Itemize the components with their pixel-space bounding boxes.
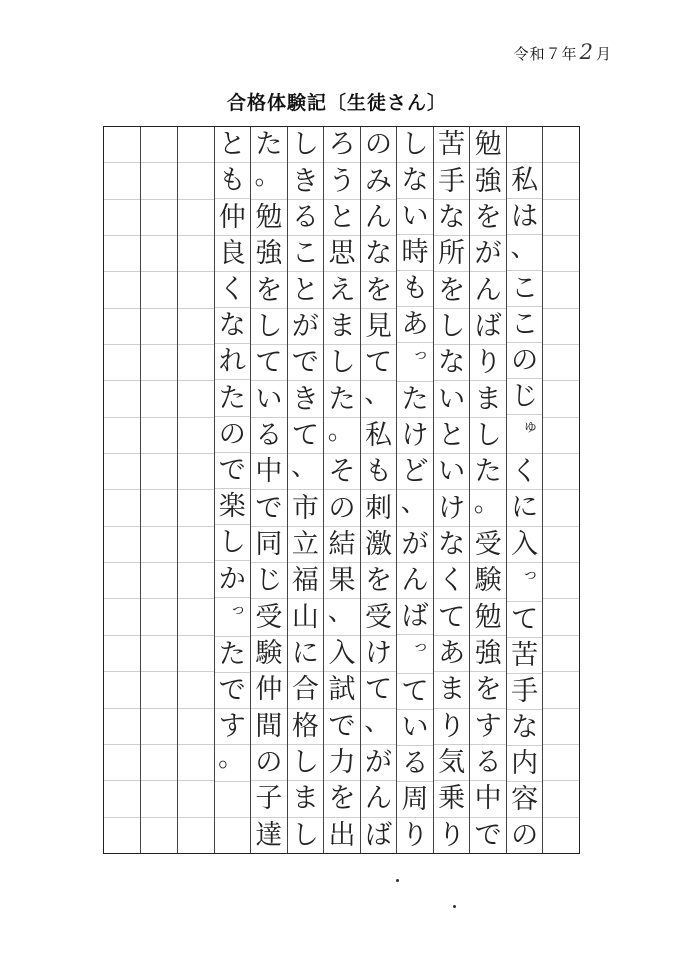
grid-cell bbox=[543, 272, 579, 308]
grid-cell: ん bbox=[361, 200, 397, 236]
grid-cell bbox=[178, 127, 214, 163]
grid-cell: し bbox=[397, 127, 433, 163]
grid-cell: す bbox=[215, 709, 251, 745]
grid-cell: 出 bbox=[328, 819, 356, 851]
grid-cell: る bbox=[470, 745, 506, 781]
grid-cell: 試 bbox=[324, 672, 360, 708]
grid-cell bbox=[104, 200, 140, 236]
grid-column bbox=[214, 127, 251, 853]
grid-cell: ま bbox=[470, 381, 506, 417]
grid-cell bbox=[543, 163, 579, 199]
grid-cell bbox=[543, 200, 579, 236]
grid-cell: 、 bbox=[397, 490, 433, 526]
grid-cell: 結 bbox=[324, 527, 360, 563]
grid-column bbox=[104, 127, 140, 853]
grid-column bbox=[433, 127, 470, 853]
grid-cell: な bbox=[361, 236, 397, 272]
grid-cell: し bbox=[215, 525, 251, 561]
grid-cell bbox=[215, 818, 251, 853]
grid-cell: き bbox=[288, 163, 324, 199]
grid-cell: 仲 bbox=[215, 199, 251, 235]
grid-cell: 中 bbox=[470, 781, 506, 817]
date-prefix: 令和７年 bbox=[513, 45, 578, 63]
grid-cell bbox=[104, 272, 140, 308]
grid-cell bbox=[178, 200, 214, 236]
grid-cell bbox=[104, 709, 140, 745]
grid-cell bbox=[104, 490, 140, 526]
grid-cell bbox=[141, 200, 177, 236]
grid-cell bbox=[543, 309, 579, 345]
grid-cell: の bbox=[251, 745, 287, 781]
date bbox=[514, 40, 612, 64]
grid-cell: ん bbox=[397, 563, 433, 599]
grid-cell bbox=[141, 672, 177, 708]
grid-cell bbox=[141, 709, 177, 745]
grid-cell bbox=[543, 636, 579, 672]
grid-cell: 。 bbox=[324, 418, 360, 454]
grid-cell: ま bbox=[434, 672, 470, 708]
grid-cell bbox=[141, 454, 177, 490]
grid-cell: が bbox=[470, 236, 506, 272]
grid-cell: い bbox=[397, 710, 433, 746]
grid-cell: り bbox=[401, 819, 429, 851]
grid-cell: て bbox=[434, 599, 470, 635]
grid-cell: っ bbox=[215, 598, 251, 637]
grid-cell: に bbox=[288, 636, 324, 672]
grid-cell: た bbox=[324, 381, 360, 417]
grid-cell: 合 bbox=[288, 672, 324, 708]
grid-cell: で bbox=[288, 345, 324, 381]
grid-cell: し bbox=[288, 745, 324, 781]
grid-cell bbox=[104, 818, 140, 853]
grid-cell: ば bbox=[470, 309, 506, 345]
grid-cell: 良 bbox=[215, 236, 251, 272]
grid-cell: も bbox=[361, 454, 397, 490]
grid-cell bbox=[104, 745, 140, 781]
grid-cell bbox=[178, 599, 214, 635]
grid-cell bbox=[141, 381, 177, 417]
grid-cell: を bbox=[470, 672, 506, 708]
grid-cell: 気 bbox=[434, 745, 470, 781]
grid-cell bbox=[141, 236, 177, 272]
grid-cell: こ bbox=[288, 236, 324, 272]
grid-cell: 思 bbox=[324, 236, 360, 272]
grid-cell: で bbox=[474, 819, 502, 851]
grid-cell: 。 bbox=[215, 745, 251, 781]
stray-mark bbox=[396, 879, 399, 882]
grid-cell: 勉 bbox=[470, 127, 506, 163]
grid-cell bbox=[543, 381, 579, 417]
grid-cell: を bbox=[470, 200, 506, 236]
grid-cell: 刺 bbox=[361, 490, 397, 526]
grid-column bbox=[323, 127, 360, 853]
grid-cell: の bbox=[511, 819, 539, 851]
grid-cell: の bbox=[507, 343, 543, 379]
grid-cell: な bbox=[507, 710, 543, 746]
grid-cell: っ bbox=[397, 343, 433, 382]
grid-cell: し bbox=[251, 309, 287, 345]
grid-cell bbox=[543, 418, 579, 454]
page-title: 合格体験記〔生徒さん〕 bbox=[226, 92, 447, 114]
grid-cell: 験 bbox=[470, 563, 506, 599]
grid-column bbox=[542, 127, 579, 853]
grid-cell: 勉 bbox=[470, 599, 506, 635]
grid-cell bbox=[543, 527, 579, 563]
grid-cell bbox=[178, 636, 214, 672]
grid-cell: を bbox=[324, 781, 360, 817]
grid-cell bbox=[141, 163, 177, 199]
grid-cell: し bbox=[470, 418, 506, 454]
grid-column bbox=[250, 127, 287, 853]
grid-cell: 私 bbox=[361, 418, 397, 454]
manuscript-grid bbox=[103, 126, 580, 854]
grid-cell bbox=[104, 599, 140, 635]
grid-cell: ま bbox=[324, 309, 360, 345]
grid-cell: ば bbox=[364, 819, 392, 851]
grid-cell: な bbox=[434, 345, 470, 381]
grid-cell: し bbox=[324, 345, 360, 381]
date-month: 2 bbox=[579, 40, 594, 64]
grid-cell bbox=[104, 345, 140, 381]
grid-cell: た bbox=[470, 454, 506, 490]
grid-cell: く bbox=[434, 563, 470, 599]
grid-cell: 時 bbox=[397, 235, 433, 271]
grid-cell: 仲 bbox=[251, 672, 287, 708]
grid-cell: い bbox=[397, 199, 433, 235]
grid-cell: す bbox=[470, 709, 506, 745]
grid-cell: 乗 bbox=[434, 781, 470, 817]
grid-cell bbox=[104, 381, 140, 417]
grid-cell: に bbox=[507, 490, 543, 526]
grid-cell bbox=[543, 345, 579, 381]
grid-cell: 間 bbox=[251, 709, 287, 745]
grid-cell: て bbox=[397, 674, 433, 710]
grid-cell bbox=[104, 672, 140, 708]
grid-cell: 力 bbox=[324, 745, 360, 781]
grid-cell: う bbox=[324, 163, 360, 199]
grid-cell: も bbox=[215, 163, 251, 199]
grid-cell: の bbox=[324, 490, 360, 526]
grid-cell bbox=[141, 272, 177, 308]
grid-cell: て bbox=[288, 418, 324, 454]
grid-cell: あ bbox=[434, 636, 470, 672]
grid-cell bbox=[543, 672, 579, 708]
grid-cell: り bbox=[434, 709, 470, 745]
grid-cell bbox=[178, 709, 214, 745]
grid-cell: て bbox=[251, 345, 287, 381]
grid-cell bbox=[543, 709, 579, 745]
grid-cell: る bbox=[251, 418, 287, 454]
grid-cell bbox=[104, 527, 140, 563]
grid-column bbox=[360, 127, 397, 853]
grid-cell: 強 bbox=[470, 636, 506, 672]
grid-column bbox=[287, 127, 324, 853]
grid-cell: ど bbox=[397, 454, 433, 490]
grid-cell bbox=[104, 563, 140, 599]
grid-cell: 、 bbox=[507, 235, 543, 271]
grid-cell bbox=[215, 782, 251, 818]
grid-cell bbox=[104, 781, 140, 817]
grid-cell: 福 bbox=[288, 563, 324, 599]
grid-cell: の bbox=[361, 127, 397, 163]
grid-cell: ま bbox=[288, 781, 324, 817]
grid-cell: る bbox=[288, 200, 324, 236]
grid-column bbox=[396, 127, 433, 853]
grid-cell: き bbox=[288, 381, 324, 417]
grid-cell: 受 bbox=[361, 599, 397, 635]
grid-cell: も bbox=[397, 271, 433, 307]
grid-cell: み bbox=[361, 163, 397, 199]
grid-cell bbox=[178, 745, 214, 781]
grid-cell: 激 bbox=[361, 527, 397, 563]
grid-cell bbox=[141, 527, 177, 563]
grid-cell bbox=[141, 745, 177, 781]
grid-cell: を bbox=[361, 272, 397, 308]
grid-cell: を bbox=[251, 272, 287, 308]
grid-cell: 山 bbox=[288, 599, 324, 635]
grid-cell bbox=[104, 418, 140, 454]
grid-cell: れ bbox=[215, 344, 251, 380]
grid-cell bbox=[178, 309, 214, 345]
grid-cell: 所 bbox=[434, 236, 470, 272]
grid-cell bbox=[543, 127, 579, 163]
grid-cell bbox=[141, 563, 177, 599]
grid-cell: そ bbox=[324, 454, 360, 490]
grid-cell: て bbox=[507, 602, 543, 638]
stray-mark bbox=[453, 905, 456, 908]
grid-cell: な bbox=[434, 527, 470, 563]
grid-cell: て bbox=[361, 672, 397, 708]
grid-cell bbox=[178, 672, 214, 708]
grid-cell: し bbox=[434, 309, 470, 345]
grid-cell: ん bbox=[470, 272, 506, 308]
grid-cell: け bbox=[361, 636, 397, 672]
grid-cell bbox=[178, 527, 214, 563]
grid-cell: 手 bbox=[434, 163, 470, 199]
grid-column bbox=[469, 127, 506, 853]
grid-cell bbox=[178, 236, 214, 272]
grid-cell bbox=[178, 563, 214, 599]
grid-cell bbox=[543, 236, 579, 272]
grid-cell bbox=[141, 418, 177, 454]
grid-cell: 中 bbox=[251, 454, 287, 490]
grid-cell bbox=[178, 418, 214, 454]
grid-cell: は bbox=[507, 199, 543, 235]
grid-cell bbox=[141, 818, 177, 853]
grid-cell: 勉 bbox=[251, 200, 287, 236]
grid-cell: を bbox=[361, 563, 397, 599]
grid-cell: 手 bbox=[507, 674, 543, 710]
grid-cell: た bbox=[251, 127, 287, 163]
grid-cell: で bbox=[324, 709, 360, 745]
grid-cell bbox=[141, 490, 177, 526]
grid-cell: な bbox=[434, 200, 470, 236]
grid-cell: た bbox=[397, 382, 433, 418]
grid-cell: 達 bbox=[255, 819, 283, 851]
grid-cell bbox=[141, 345, 177, 381]
grid-cell: 見 bbox=[361, 309, 397, 345]
grid-cell: あ bbox=[397, 307, 433, 343]
grid-cell bbox=[543, 490, 579, 526]
grid-cell: 苦 bbox=[507, 638, 543, 674]
grid-cell bbox=[104, 636, 140, 672]
grid-cell: 受 bbox=[470, 527, 506, 563]
grid-cell: し bbox=[288, 127, 324, 163]
grid-cell: な bbox=[397, 163, 433, 199]
grid-cell bbox=[543, 563, 579, 599]
grid-cell: ば bbox=[397, 599, 433, 635]
grid-cell: 入 bbox=[324, 636, 360, 672]
grid-cell bbox=[104, 309, 140, 345]
grid-cell: っ bbox=[397, 635, 433, 674]
grid-cell: 楽 bbox=[215, 489, 251, 525]
grid-cell: た bbox=[215, 380, 251, 416]
grid-cell bbox=[141, 636, 177, 672]
grid-column bbox=[140, 127, 177, 853]
grid-cell bbox=[104, 127, 140, 163]
grid-cell bbox=[178, 272, 214, 308]
grid-cell: で bbox=[251, 490, 287, 526]
grid-cell: ん bbox=[361, 781, 397, 817]
grid-cell bbox=[178, 454, 214, 490]
grid-cell: 験 bbox=[251, 636, 287, 672]
grid-cell bbox=[104, 163, 140, 199]
grid-cell bbox=[543, 781, 579, 817]
grid-cell bbox=[507, 127, 543, 163]
grid-cell bbox=[543, 454, 579, 490]
grid-cell: い bbox=[434, 381, 470, 417]
grid-cell: い bbox=[434, 454, 470, 490]
grid-cell: 同 bbox=[251, 527, 287, 563]
grid-cell: 。 bbox=[470, 490, 506, 526]
grid-cell bbox=[178, 818, 214, 853]
grid-cell bbox=[178, 163, 214, 199]
grid-cell: 、 bbox=[361, 709, 397, 745]
grid-cell: 。 bbox=[251, 163, 287, 199]
grid-cell bbox=[104, 454, 140, 490]
grid-cell: け bbox=[434, 490, 470, 526]
grid-cell bbox=[141, 781, 177, 817]
grid-cell: 市 bbox=[288, 490, 324, 526]
grid-column bbox=[506, 127, 543, 853]
grid-cell: で bbox=[215, 453, 251, 489]
grid-cell: と bbox=[324, 200, 360, 236]
grid-cell: り bbox=[470, 345, 506, 381]
date-suffix: 月 bbox=[595, 45, 612, 63]
grid-cell bbox=[141, 309, 177, 345]
grid-cell: こ bbox=[507, 271, 543, 307]
grid-cell: か bbox=[215, 561, 251, 597]
grid-column bbox=[177, 127, 214, 853]
grid-cell: 格 bbox=[288, 709, 324, 745]
grid-cell: で bbox=[215, 673, 251, 709]
grid-cell: 強 bbox=[470, 163, 506, 199]
grid-cell bbox=[141, 127, 177, 163]
grid-cell bbox=[178, 345, 214, 381]
grid-cell: ろ bbox=[324, 127, 360, 163]
grid-cell: 苦 bbox=[434, 127, 470, 163]
grid-cell: を bbox=[434, 272, 470, 308]
grid-cell: け bbox=[397, 418, 433, 454]
grid-cell: が bbox=[397, 527, 433, 563]
grid-cell bbox=[141, 599, 177, 635]
grid-cell: 入 bbox=[507, 527, 543, 563]
grid-cell: し bbox=[291, 819, 319, 851]
grid-cell: 私 bbox=[507, 163, 543, 199]
grid-cell: が bbox=[361, 745, 397, 781]
grid-cell: た bbox=[215, 637, 251, 673]
grid-cell bbox=[178, 781, 214, 817]
grid-cell: く bbox=[507, 454, 543, 490]
grid-cell: の bbox=[215, 417, 251, 453]
grid-cell: 、 bbox=[361, 381, 397, 417]
grid-cell: と bbox=[434, 418, 470, 454]
grid-cell bbox=[178, 490, 214, 526]
grid-cell bbox=[543, 745, 579, 781]
grid-cell: て bbox=[361, 345, 397, 381]
grid-cell: 周 bbox=[397, 782, 433, 818]
grid-cell: り bbox=[438, 819, 466, 851]
grid-cell bbox=[543, 818, 579, 853]
grid-cell: と bbox=[288, 272, 324, 308]
grid-cell: く bbox=[215, 272, 251, 308]
grid-cell bbox=[543, 599, 579, 635]
grid-cell bbox=[178, 381, 214, 417]
grid-cell: 子 bbox=[251, 781, 287, 817]
grid-cell: る bbox=[397, 746, 433, 782]
grid-cell: と bbox=[215, 127, 251, 163]
grid-cell: い bbox=[251, 381, 287, 417]
grid-cell: っ bbox=[507, 563, 543, 602]
grid-cell: 受 bbox=[251, 599, 287, 635]
grid-cell: 内 bbox=[507, 746, 543, 782]
grid-cell: こ bbox=[507, 307, 543, 343]
grid-cell: が bbox=[288, 309, 324, 345]
grid-cell: 立 bbox=[288, 527, 324, 563]
grid-cell: 、 bbox=[324, 599, 360, 635]
grid-cell: な bbox=[215, 308, 251, 344]
grid-cell: 果 bbox=[324, 563, 360, 599]
grid-cell: 容 bbox=[507, 782, 543, 818]
grid-cell: え bbox=[324, 272, 360, 308]
grid-cell: ゅ bbox=[507, 415, 543, 454]
grid-cell bbox=[104, 236, 140, 272]
grid-cell: 強 bbox=[251, 236, 287, 272]
grid-cell: じ bbox=[251, 563, 287, 599]
grid-cell: 、 bbox=[288, 454, 324, 490]
grid-cell: じ bbox=[507, 379, 543, 415]
